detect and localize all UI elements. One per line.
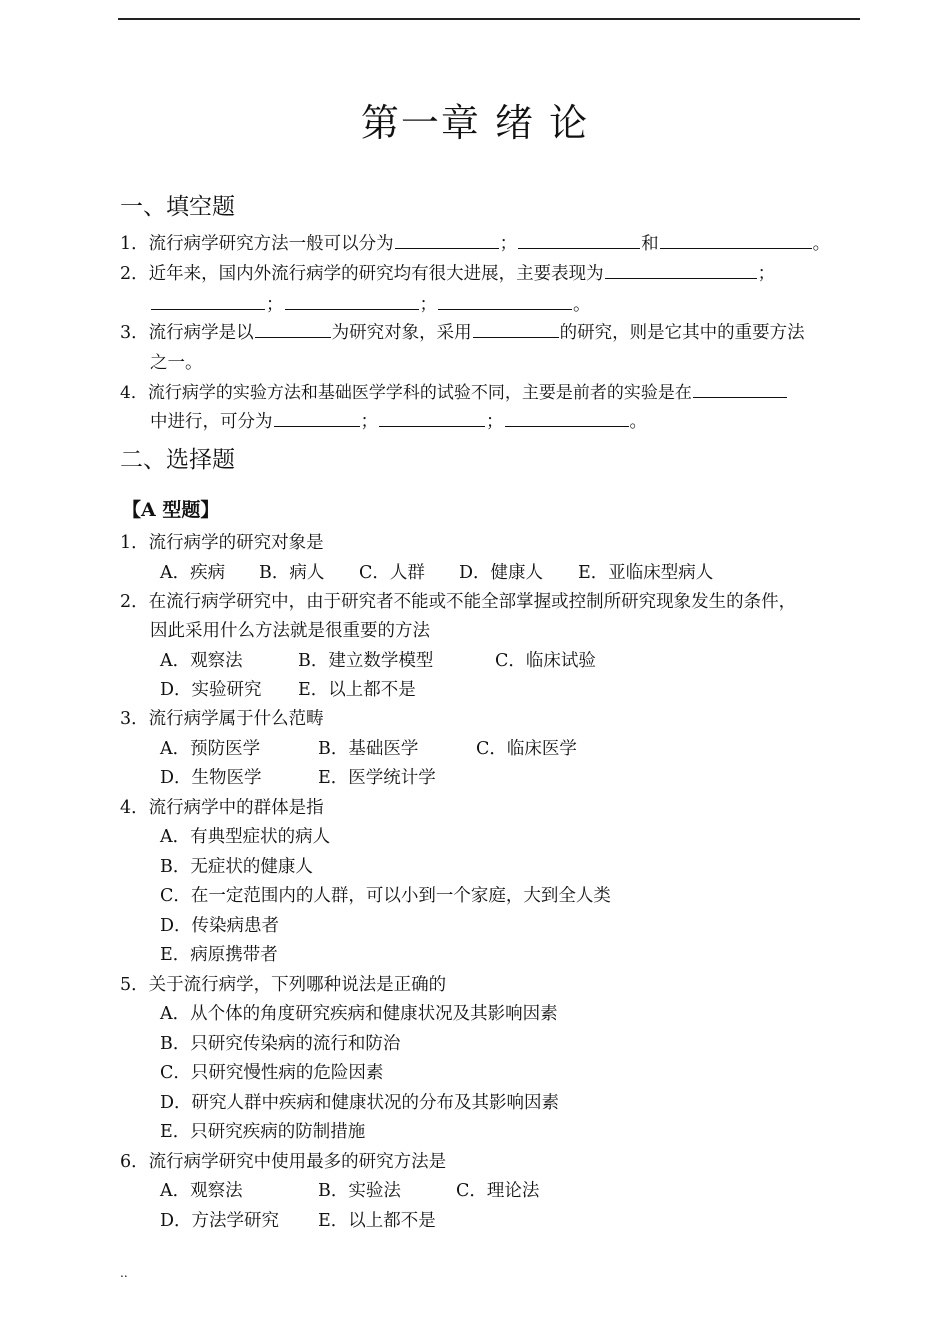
option-d[interactable]: D．健康人 (459, 563, 544, 583)
choice-question-2-cont: 因此采用什么方法就是很重要的方法 (150, 621, 430, 641)
option-d[interactable]: D．方法学研究 (160, 1211, 280, 1231)
answer-blank[interactable] (473, 322, 559, 338)
option-e[interactable]: E．亚临床型病人 (578, 563, 714, 583)
fill-question-2-cont: ； ； 。 (150, 294, 591, 316)
option-c[interactable]: C．人群 (359, 563, 425, 583)
option-b[interactable]: B．基础医学 (318, 739, 419, 759)
option-b[interactable]: B．无症状的健康人 (160, 857, 313, 877)
option-a[interactable]: A．观察法 (160, 1181, 243, 1201)
option-a[interactable]: A．有典型症状的病人 (160, 827, 331, 847)
option-a[interactable]: A．预防医学 (160, 739, 261, 759)
answer-blank[interactable] (151, 294, 265, 310)
choice-question-2: 2．在流行病学研究中，由于研究者不能或不能全部掌握或控制所研究现象发生的条件， (120, 592, 797, 612)
option-e[interactable]: E．以上都不是 (318, 1211, 436, 1231)
choice-question-6: 6．流行病学研究中使用最多的研究方法是 (120, 1152, 447, 1172)
option-b[interactable]: B．建立数学模型 (298, 651, 434, 671)
subsection-a-type: 【A 型题】 (122, 499, 220, 521)
page-title: 第一章 绪 论 (360, 101, 590, 145)
option-e[interactable]: E．医学统计学 (318, 768, 436, 788)
fill-question-3-cont: 之一。 (150, 353, 203, 373)
answer-blank[interactable] (605, 263, 757, 279)
section-multiple-choice: 二、选择题 (120, 447, 235, 473)
option-b[interactable]: B．实验法 (318, 1181, 401, 1201)
fill-question-4: 4．流行病学的实验方法和基础医学学科的试验不同，主要是前者的实验是在 (120, 382, 788, 404)
option-d[interactable]: D．传染病患者 (160, 916, 280, 936)
answer-blank[interactable] (518, 233, 640, 249)
option-e[interactable]: E．病原携带者 (160, 945, 278, 965)
answer-blank[interactable] (660, 233, 812, 249)
option-b[interactable]: B．病人 (259, 563, 325, 583)
top-rule (118, 18, 860, 20)
section-fill-in-blank: 一、填空题 (120, 194, 235, 220)
fill-question-3: 3．流行病学是以 为研究对象，采用 的研究，则是它其中的重要方法 (120, 323, 805, 343)
option-c[interactable]: C．在一定范围内的人群，可以小到一个家庭，大到全人类 (160, 886, 611, 906)
answer-blank[interactable] (438, 294, 572, 310)
answer-blank[interactable] (505, 411, 629, 427)
answer-blank[interactable] (693, 382, 787, 398)
footer-marks: .. (120, 1266, 128, 1280)
answer-blank[interactable] (395, 233, 499, 249)
option-d[interactable]: D．实验研究 (160, 680, 262, 700)
option-e[interactable]: E．只研究疾病的防制措施 (160, 1122, 366, 1142)
answer-blank[interactable] (255, 322, 331, 338)
choice-question-3: 3．流行病学属于什么范畴 (120, 709, 324, 729)
option-a[interactable]: A．从个体的角度研究疾病和健康状况及其影响因素 (160, 1004, 558, 1024)
choice-question-5: 5．关于流行病学，下列哪种说法是正确的 (120, 975, 447, 995)
option-c[interactable]: C．理论法 (456, 1181, 540, 1201)
fill-question-4-cont: 中进行，可分为 ； ； 。 (150, 412, 647, 432)
option-c[interactable]: C．临床试验 (495, 651, 596, 671)
choice-question-4: 4．流行病学中的群体是指 (120, 798, 324, 818)
option-d[interactable]: D．生物医学 (160, 768, 262, 788)
option-a[interactable]: A．观察法 (160, 651, 243, 671)
answer-blank[interactable] (274, 411, 360, 427)
option-c[interactable]: C．只研究慢性病的危险因素 (160, 1063, 384, 1083)
option-d[interactable]: D．研究人群中疾病和健康状况的分布及其影响因素 (160, 1093, 560, 1113)
answer-blank[interactable] (379, 411, 485, 427)
option-a[interactable]: A．疾病 (160, 563, 226, 583)
option-e[interactable]: E．以上都不是 (298, 680, 416, 700)
choice-question-1: 1．流行病学的研究对象是 (120, 533, 324, 553)
option-c[interactable]: C．临床医学 (476, 739, 577, 759)
fill-question-2: 2．近年来，国内外流行病学的研究均有很大进展，主要表现为 ； (120, 264, 776, 284)
fill-question-1: 1．流行病学研究方法一般可以分为 ； 和 。 (120, 234, 831, 254)
option-b[interactable]: B．只研究传染病的流行和防治 (160, 1034, 401, 1054)
answer-blank[interactable] (285, 294, 419, 310)
